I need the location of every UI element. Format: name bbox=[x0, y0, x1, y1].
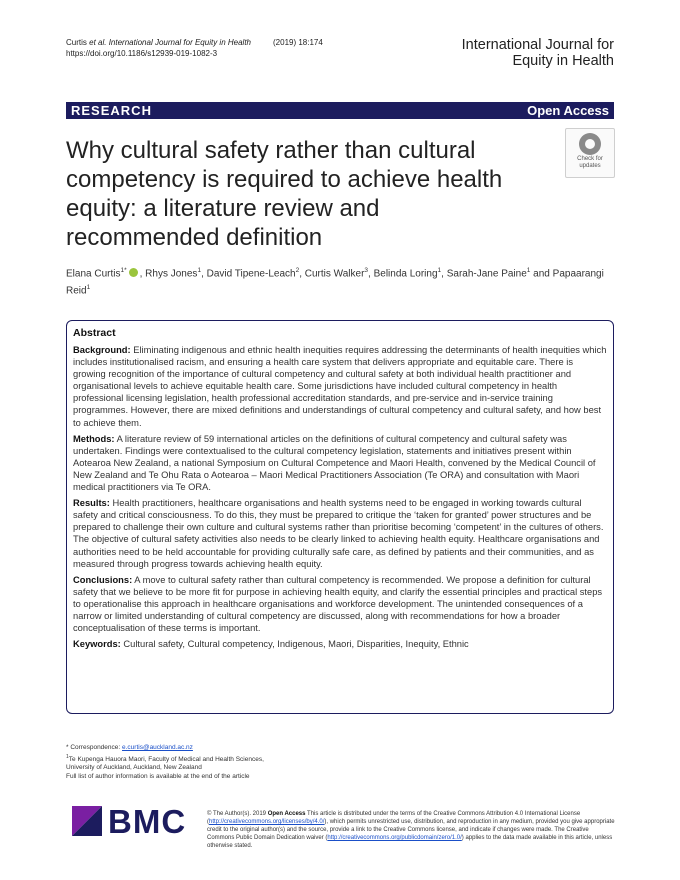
author-name: , Rhys Jones bbox=[139, 268, 198, 280]
citation-header bbox=[66, 38, 323, 59]
footnotes bbox=[66, 744, 264, 782]
methods-text: A literature review of 59 international articles on the definitions of cultural competency and cultural safety was undertaken. Findings were contextualised to the cultural competency legislation, statements and initiatives present within Aotearoa New Zealand, a national Symposium on Cultural Competence and Maori Health, convened by the Medical Council of New Zealand and Te Ohu Rata o Aotearoa – Maori Medical Practitioners Association (Te ORA) and consultation with Maori medical practitioners via Te ORA. bbox=[73, 433, 596, 493]
author-name: , Sarah-Jane Paine bbox=[441, 268, 527, 280]
license-link-cc-zero[interactable]: http://creativecommons.org/publicdomain/zero/1.0/ bbox=[327, 835, 462, 841]
author-name: , David Tipene-Leach bbox=[201, 268, 296, 280]
author-sup: 1 bbox=[197, 267, 202, 274]
affiliation-line2: University of Auckland, Auckland, New Zealand bbox=[66, 764, 202, 772]
abstract-box bbox=[66, 320, 614, 714]
affiliation-sup: 1 bbox=[66, 753, 69, 760]
methods-label: Methods: bbox=[73, 433, 115, 444]
abstract-conclusions bbox=[73, 574, 607, 634]
author-list bbox=[66, 264, 614, 299]
journal-title bbox=[462, 37, 614, 69]
author-name: , Curtis Walker bbox=[299, 268, 365, 280]
check-updates-icon bbox=[579, 133, 601, 155]
author-sup: 1 bbox=[526, 267, 531, 274]
abstract-heading: Abstract bbox=[73, 327, 116, 339]
citation-author: Curtis bbox=[66, 38, 90, 47]
bmc-logo-text: BMC bbox=[108, 803, 187, 840]
background-text: Eliminating indigenous and ethnic health inequities requires addressing the determinants of health inequities which includes institutionalised racism, and ensuring a health care system that delivers appropriate and equitable care. There is growing recognition of the importance of cultural competency and cultural safety at both individual health practitioner and organisational levels to achieve equitable health care. Some jurisdictions have included cultural competency in health professional licensing legislation, health professional accreditation standards, and pre-service and in-service training programmes. However, there are mixed definitions and understandings of cultural competency and cultural safety, and how best to achieve them. bbox=[73, 345, 607, 428]
license-text-3: ) applies to the data made available in this article, unless otherwise stated. bbox=[207, 835, 613, 849]
abstract-background bbox=[73, 344, 607, 429]
author-sup: 3 bbox=[364, 267, 369, 274]
citation-journal: et al. International Journal for Equity in Health bbox=[89, 38, 251, 47]
article-type-label: RESEARCH bbox=[71, 103, 152, 118]
badge-line2: updates bbox=[579, 163, 601, 169]
affiliation-line1: Te Kupenga Hauora Maori, Faculty of Medical and Health Sciences, bbox=[68, 755, 264, 763]
badge-line1: Check for bbox=[577, 156, 603, 162]
results-text: Health practitioners, healthcare organisations and health systems need to be engaged in working towards cultural safety and critical consciousness. To do this, they must be prepared to critique the ‘taken for granted’ power structures and be prepared to challenge their own culture and cultural systems rather than prioritise becoming ‘competent’ in the cultures of others. The objective of cultural safety activities also needs to be clearly linked to achieving health equity. Healthcare organisations and authorities need to be held accountable for providing culturally safe care, as defined by patients and their communities, and as measured through progress towards achieving health equity. bbox=[73, 498, 604, 569]
abstract-results bbox=[73, 497, 607, 570]
full-author-info-note: Full list of author information is available at the end of the article bbox=[66, 772, 250, 780]
background-label: Background: bbox=[73, 345, 131, 355]
author-sup: 1* bbox=[120, 267, 127, 274]
citation-doi[interactable]: https://doi.org/10.1186/s12939-019-1082-3 bbox=[66, 48, 218, 58]
author-name: Elana Curtis bbox=[66, 268, 121, 280]
author-sup: 1 bbox=[86, 284, 91, 292]
bmc-logo-icon bbox=[72, 806, 102, 836]
keywords-text: Cultural safety, Cultural competency, Indigenous, Maori, Disparities, Inequity, Ethnic bbox=[120, 639, 469, 650]
journal-title-line2: Equity in Health bbox=[512, 53, 614, 69]
license-link-cc-by[interactable]: http://creativecommons.org/licenses/by/4.0/ bbox=[209, 819, 325, 825]
conclusions-text: A move to cultural safety rather than cultural competency is recommended. We propose a definition for cultural safety that we believe to be more fit for purpose in achieving health equity, and clarify the essential principles and practical steps to operationalise this approach in healthcare organisations and workforce development. The unintended consequences of a narrow or limited understanding of cultural competency are discussed, along with recommendations for how a broader conceptualisation of these terms is important. bbox=[73, 574, 603, 634]
license-text-2: ), which permits unrestricted use, distribution, and reproduction in any medium, provided you give appropriate credit to the original author(s) and the source, provide a link to the Creative Commons license, and indicate if changes were made. The Creative Commons Public Domain Dedication waiver ( bbox=[207, 819, 615, 841]
abstract-methods bbox=[73, 433, 607, 493]
correspondence bbox=[66, 744, 264, 753]
author-name: , Belinda Loring bbox=[368, 268, 438, 280]
citation-line bbox=[66, 38, 323, 49]
orcid-icon[interactable] bbox=[129, 268, 138, 277]
correspondence-label: * Correspondence: bbox=[66, 744, 123, 751]
bmc-logo bbox=[72, 803, 198, 842]
author-sup: 2 bbox=[295, 267, 300, 274]
license-copyright: © The Author(s). 2019 bbox=[207, 811, 268, 817]
results-label: Results: bbox=[73, 498, 110, 509]
correspondence-email-link[interactable]: e.curtis@auckland.ac.nz bbox=[122, 744, 193, 751]
citation-year: (2019) 18:174 bbox=[273, 38, 323, 47]
license-open-access: Open Access bbox=[267, 811, 306, 817]
license-text-1: This article is distributed under the terms of the Creative Commons Attribution 4.0 International License ( bbox=[207, 811, 581, 825]
open-access-label: Open Access bbox=[527, 103, 609, 118]
check-for-updates-badge[interactable] bbox=[565, 128, 615, 178]
author-sup: 1 bbox=[437, 267, 442, 274]
abstract-keywords bbox=[73, 638, 607, 650]
keywords-label: Keywords: bbox=[73, 639, 121, 650]
author-name: and Papaarangi Reid bbox=[66, 268, 604, 297]
article-title: Why cultural safety rather than cultural competency is required to achieve health equity: a literature review and recommended definition bbox=[66, 137, 503, 251]
article-type-bar bbox=[66, 102, 614, 119]
affiliation bbox=[66, 753, 264, 765]
conclusions-label: Conclusions: bbox=[73, 574, 133, 585]
license-statement bbox=[207, 810, 615, 850]
journal-title-line1: International Journal for bbox=[461, 37, 614, 53]
